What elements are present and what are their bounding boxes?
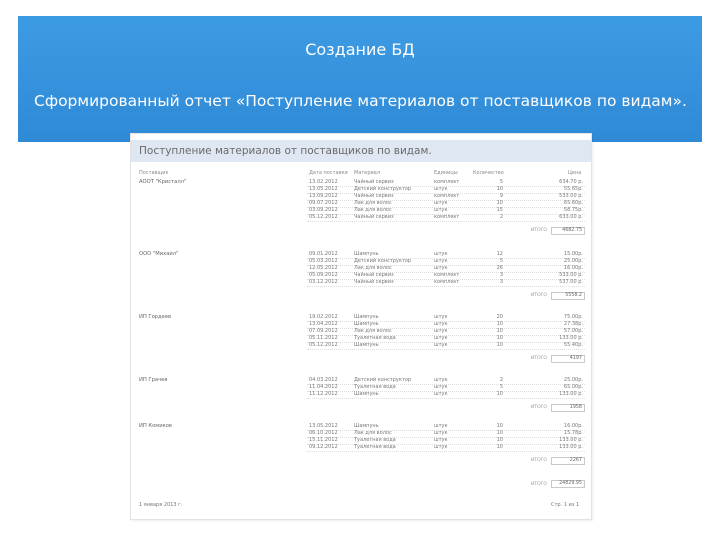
table-cell: 5: [499, 179, 503, 185]
table-cell: 19.02.2012: [309, 314, 338, 320]
table-cell: Чайный сервиз: [354, 179, 394, 185]
table-cell: 15.78р.: [563, 430, 583, 436]
table-cell: 10: [496, 444, 503, 450]
supplier-name: ИП Комиков: [139, 423, 172, 429]
table-cell: Чайный сервиз: [354, 193, 394, 199]
group-total-label: ИТОГО: [531, 228, 547, 233]
slide-subtitle: Сформированный отчет «Поступление материалов от поставщиков по видам».: [34, 92, 687, 110]
table-cell: 55.40р.: [563, 342, 583, 348]
table-cell: 12.05.2012: [309, 265, 338, 271]
table-cell: 09.01.2012: [309, 251, 338, 257]
table-cell: штук: [434, 377, 448, 383]
table-cell: Лак для волос: [354, 207, 392, 213]
table-cell: 75.00р.: [563, 314, 583, 320]
table-cell: 3: [499, 272, 503, 278]
table-cell: 10: [496, 342, 503, 348]
group-total-value: 1958: [551, 404, 585, 412]
table-cell: Детский конструктор: [354, 377, 412, 383]
table-cell: 55.65р.: [563, 186, 583, 192]
table-cell: Лак для волос: [354, 328, 392, 334]
table-cell: 537.00 р.: [559, 279, 583, 285]
table-cell: Чайный сервиз: [354, 214, 394, 220]
table-cell: комплект: [434, 214, 460, 220]
table-cell: штук: [434, 444, 448, 450]
table-cell: 9: [499, 193, 503, 199]
supplier-name: ИП Гордеев: [139, 314, 172, 320]
table-cell: комплект: [434, 279, 460, 285]
table-cell: 05.09.2012: [309, 272, 338, 278]
table-cell: 16.00р.: [563, 423, 583, 429]
table-cell: 10: [496, 391, 503, 397]
table-cell: 3: [499, 279, 503, 285]
table-cell: Лак для волос: [354, 265, 392, 271]
table-cell: Лак для волос: [354, 200, 392, 206]
table-cell: 13.02.2012: [309, 179, 338, 185]
table-cell: Шампунь: [354, 342, 379, 348]
table-cell: 12: [496, 251, 503, 257]
table-cell: 11.04.2012: [309, 384, 338, 390]
table-cell: комплект: [434, 193, 460, 199]
column-header: Материал: [354, 170, 381, 176]
table-cell: 15.00р.: [563, 251, 583, 257]
table-cell: 26: [496, 265, 503, 271]
column-header: Дата поставки: [309, 170, 348, 176]
group-total-label: ИТОГО: [531, 293, 547, 298]
table-cell: штук: [434, 258, 448, 264]
table-cell: 05.12.2012: [309, 214, 338, 220]
table-cell: Туалетная вода: [354, 335, 396, 341]
table-cell: Туалетная вода: [354, 437, 396, 443]
table-cell: 10: [496, 328, 503, 334]
supplier-name: АООТ "Кристалл": [139, 179, 187, 185]
table-cell: штук: [434, 430, 448, 436]
table-cell: 58.75р.: [563, 207, 583, 213]
table-cell: 13.05.2012: [309, 186, 338, 192]
footer-date: 1 января 2013 г.: [139, 502, 183, 508]
column-header: Единицы: [434, 170, 458, 176]
table-cell: 10: [496, 423, 503, 429]
table-cell: штук: [434, 207, 448, 213]
column-header: Количество: [473, 170, 504, 176]
table-cell: 133.00 р.: [559, 444, 583, 450]
table-cell: 06.10.2012: [309, 430, 338, 436]
supplier-name: ИП Грачев: [139, 377, 168, 383]
table-cell: 10: [496, 321, 503, 327]
table-cell: Чайный сервиз: [354, 272, 394, 278]
table-cell: штук: [434, 437, 448, 443]
table-cell: 15: [496, 207, 503, 213]
table-cell: штук: [434, 265, 448, 271]
group-total-value: 5558.2: [551, 292, 585, 300]
table-cell: 27.38р.: [563, 321, 583, 327]
table-cell: штук: [434, 200, 448, 206]
table-cell: 65.60р.: [563, 200, 583, 206]
table-cell: штук: [434, 186, 448, 192]
table-cell: 533.00 р.: [559, 272, 583, 278]
table-cell: 10: [496, 335, 503, 341]
group-total-value: 4682.75: [551, 227, 585, 235]
table-cell: 13.09.2012: [309, 193, 338, 199]
table-cell: штук: [434, 391, 448, 397]
table-cell: 133.00 р.: [559, 437, 583, 443]
table-cell: 13.04.2012: [309, 321, 338, 327]
table-cell: штук: [434, 335, 448, 341]
table-cell: Туалетная вода: [354, 444, 396, 450]
table-cell: штук: [434, 384, 448, 390]
table-cell: штук: [434, 314, 448, 320]
table-cell: Туалетная вода: [354, 384, 396, 390]
table-cell: 05.03.2012: [309, 258, 338, 264]
table-cell: Шампунь: [354, 251, 379, 257]
table-cell: 533.00 р.: [559, 193, 583, 199]
table-cell: 633.00 р.: [559, 214, 583, 220]
footer-page: Стр. 1 из 1: [551, 502, 580, 508]
table-cell: 5: [499, 384, 503, 390]
table-cell: 16.00р.: [563, 265, 583, 271]
group-total-value: 2267: [551, 457, 585, 465]
table-cell: 10: [496, 437, 503, 443]
table-cell: 11.12.2012: [309, 391, 338, 397]
table-cell: 25.00р.: [563, 258, 583, 264]
title-banner: [18, 16, 702, 142]
table-cell: 20: [496, 314, 503, 320]
table-cell: 2: [499, 214, 503, 220]
group-total-value: 4197: [551, 355, 585, 363]
table-cell: Шампунь: [354, 321, 379, 327]
table-cell: 65.00р.: [563, 384, 583, 390]
table-cell: 03.12.2012: [309, 279, 338, 285]
group-total-label: ИТОГО: [531, 405, 547, 410]
slide-title: Создание БД: [305, 40, 415, 59]
report-screenshot: [130, 133, 592, 520]
table-cell: 2: [499, 377, 503, 383]
table-cell: 05.12.2012: [309, 342, 338, 348]
table-cell: Шампунь: [354, 314, 379, 320]
table-cell: 57.00р.: [563, 328, 583, 334]
table-cell: штук: [434, 251, 448, 257]
supplier-name: ООО "Михаил": [139, 251, 179, 257]
table-cell: 5: [499, 258, 503, 264]
table-cell: штук: [434, 321, 448, 327]
report-title: Поступление материалов от поставщиков по видам.: [131, 140, 591, 162]
table-cell: 634.70 р.: [559, 179, 583, 185]
table-cell: Лак для волос: [354, 430, 392, 436]
table-cell: 04.03.2012: [309, 377, 338, 383]
group-total-label: ИТОГО: [531, 356, 547, 361]
table-cell: комплект: [434, 179, 460, 185]
table-cell: 10: [496, 200, 503, 206]
table-cell: 05.11.2012: [309, 335, 338, 341]
table-cell: 10: [496, 430, 503, 436]
grand-total-label: ИТОГО: [531, 482, 547, 487]
table-cell: 07.09.2012: [309, 328, 338, 334]
table-cell: 13.05.2012: [309, 423, 338, 429]
table-cell: 09.07.2012: [309, 200, 338, 206]
table-cell: штук: [434, 342, 448, 348]
table-cell: 10: [496, 186, 503, 192]
table-cell: 09.12.2012: [309, 444, 338, 450]
table-cell: 03.09.2012: [309, 207, 338, 213]
table-cell: Шампунь: [354, 391, 379, 397]
column-header: Поставщик: [139, 170, 169, 176]
column-header: Цена: [568, 170, 582, 176]
table-cell: штук: [434, 423, 448, 429]
table-cell: Чайный сервиз: [354, 279, 394, 285]
group-total-label: ИТОГО: [531, 458, 547, 463]
table-cell: Детский конструктор: [354, 186, 412, 192]
table-cell: штук: [434, 328, 448, 334]
table-cell: Детский конструктор: [354, 258, 412, 264]
table-cell: 133.00 р.: [559, 391, 583, 397]
table-cell: Шампунь: [354, 423, 379, 429]
table-cell: комплект: [434, 272, 460, 278]
table-cell: 25.00р.: [563, 377, 583, 383]
grand-total-value: 24829.95: [551, 480, 585, 488]
table-cell: 133.00 р.: [559, 335, 583, 341]
table-cell: 15.11.2012: [309, 437, 338, 443]
